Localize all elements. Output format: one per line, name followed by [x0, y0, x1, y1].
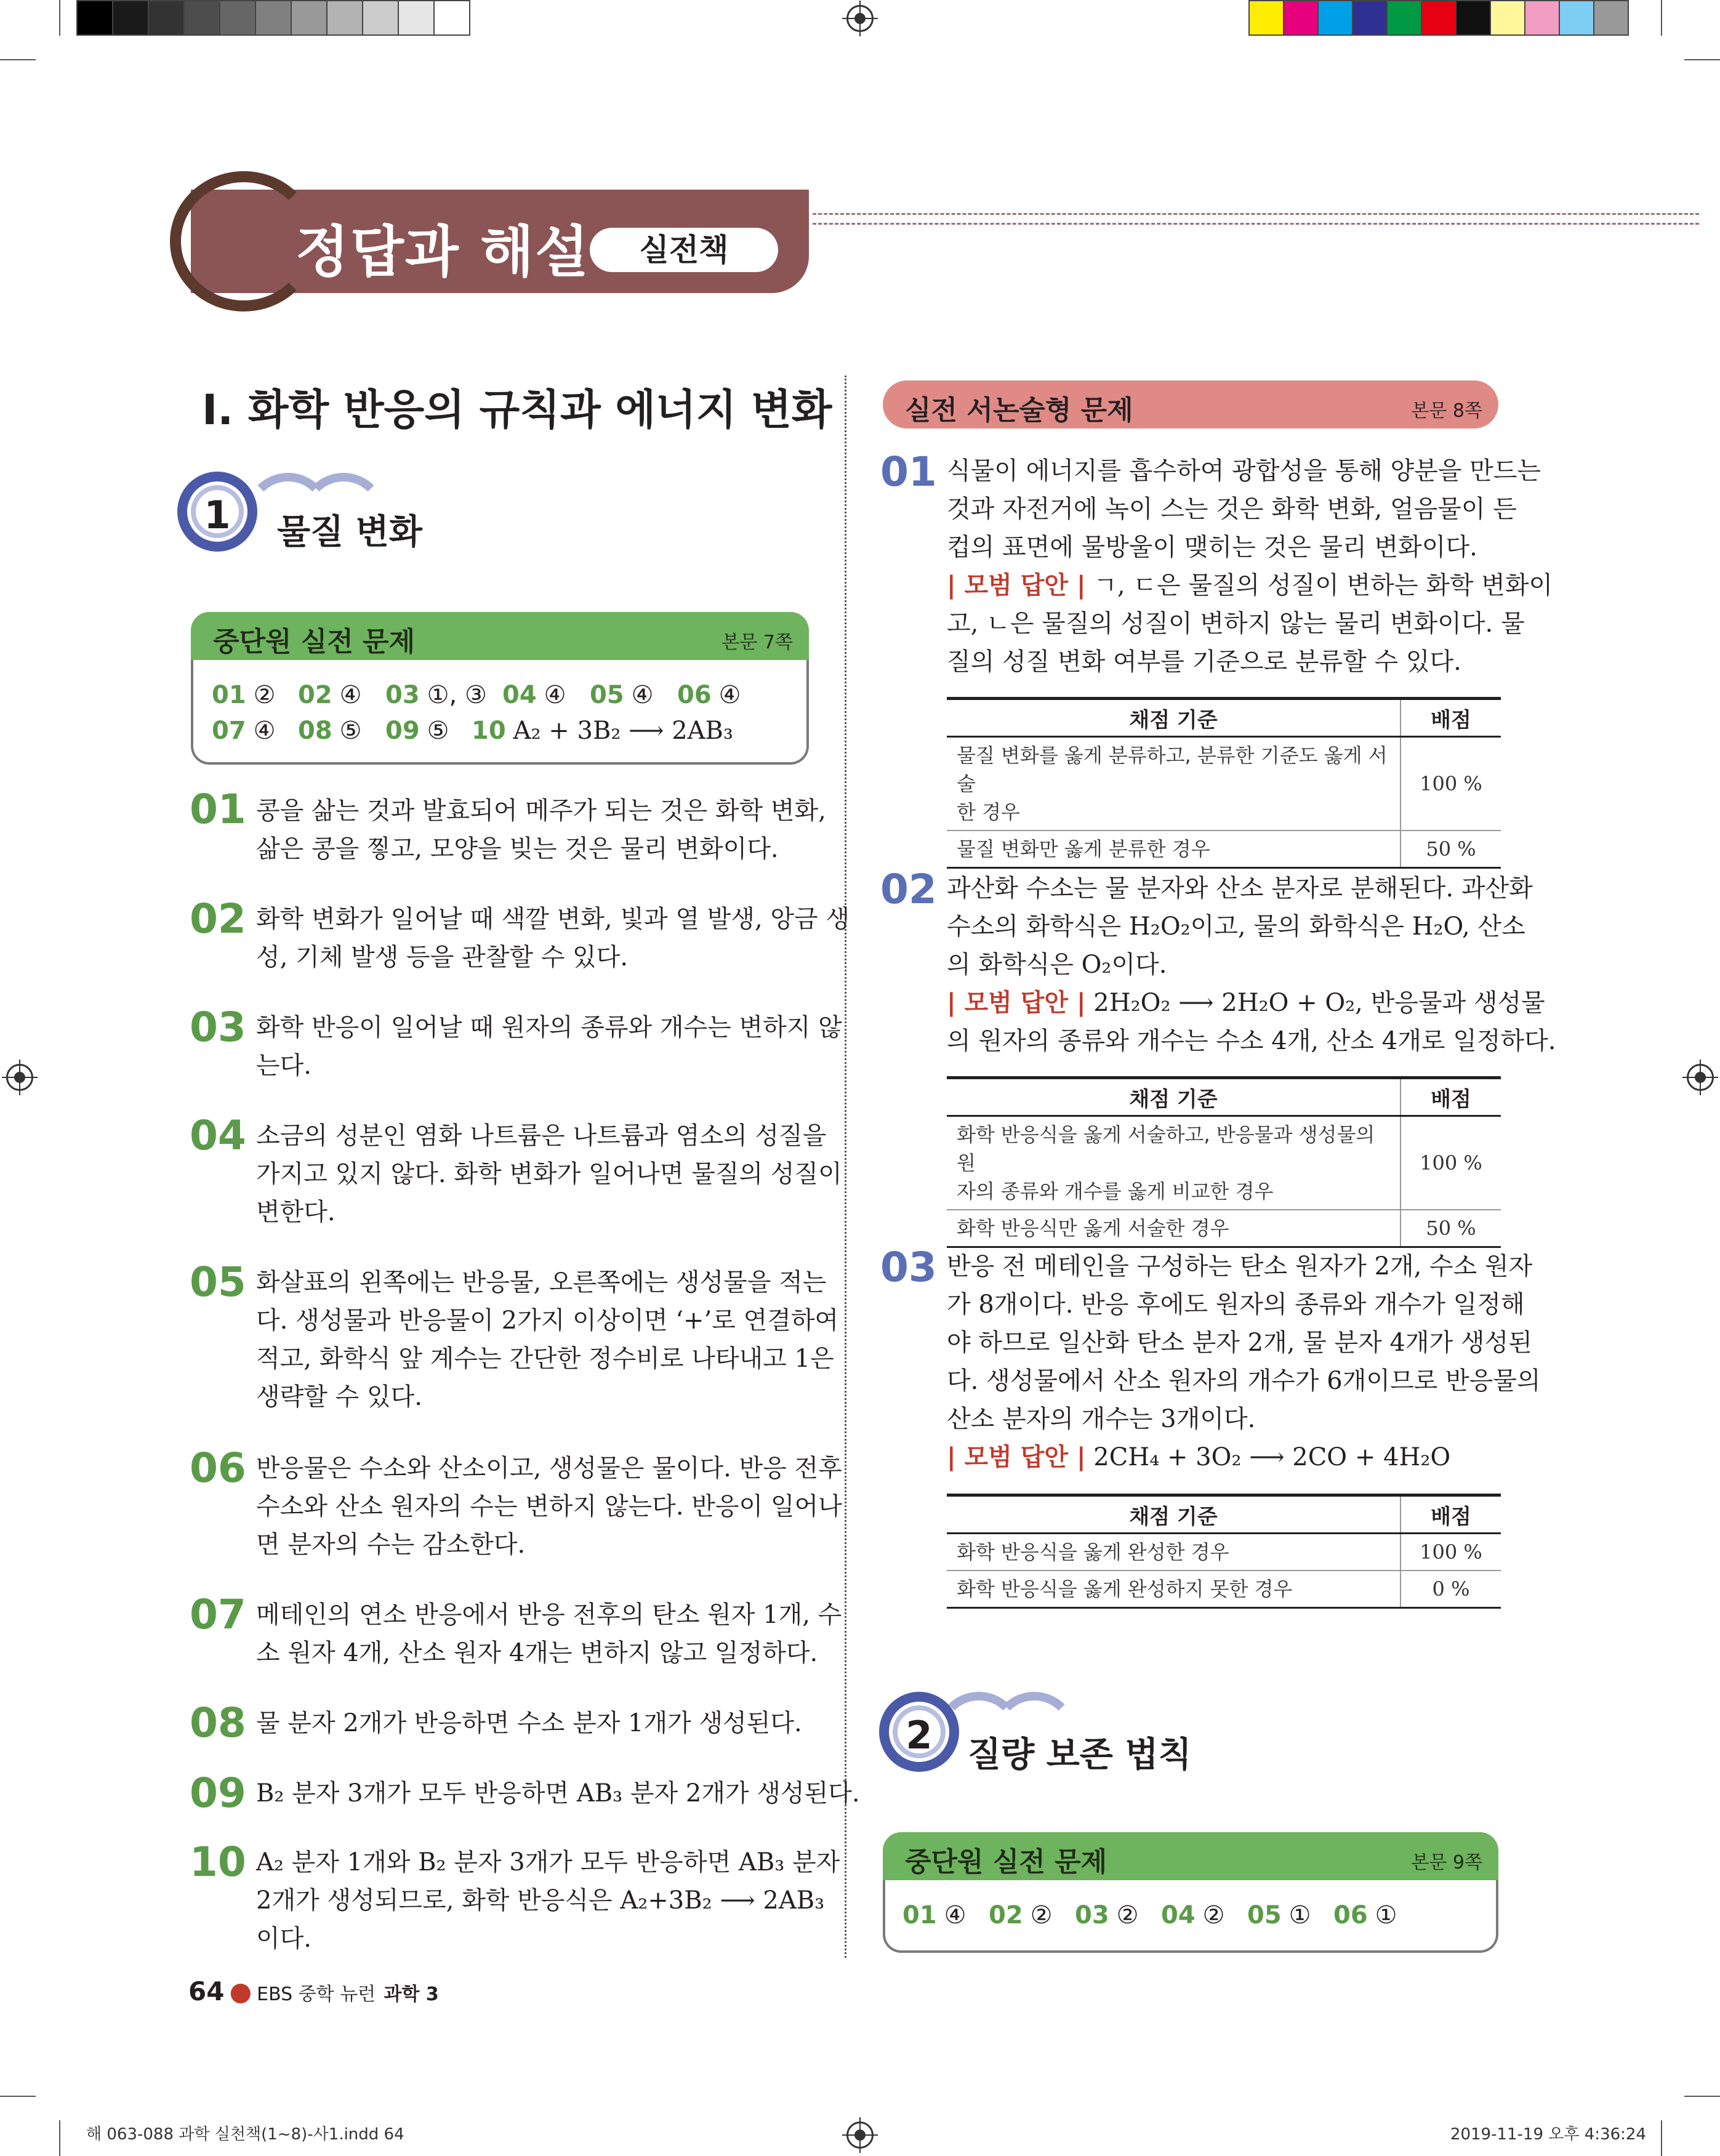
book-subject: 과학 3 — [384, 1984, 439, 2005]
banner-title: 정답과 해설 — [295, 220, 590, 284]
crop-mark — [1684, 2096, 1720, 2097]
registration-mark-bottom — [846, 2122, 874, 2149]
essay-text: 반응 전 메테인을 구성하는 탄소 원자가 2개, 수소 원자 가 8개이다. 반응 후에도 원자의 종류와 개수가 일정해 야 하므로 일산화 탄소 분자 2개, 물 분자 4개가 생성된 다. 생성물에서 산소 원자의 개수가 6개이므로 반응물의 산소 분자의 개수는 3개이다. | 모범 답안 | 2CH₄ + 3O₂ ⟶ 2CO + 4H₂O — [947, 1252, 1541, 1471]
model-answer-label: | 모범 답안 | — [947, 1443, 1086, 1471]
explanation-text: 물 분자 2개가 반응하면 수소 분자 1개가 생성된다. — [256, 1709, 802, 1737]
explanation-text: B₂ 분자 3개가 모두 반응하면 AB₃ 분자 2개가 생성된다. — [256, 1779, 860, 1808]
banner-dashed-line — [813, 213, 1699, 215]
essay-section-header — [883, 380, 1498, 428]
section-number: 2 — [906, 1713, 933, 1758]
banner-dashed-line — [813, 223, 1699, 225]
grading-score: 50 % — [1401, 831, 1501, 868]
grading-score-header: 배점 — [1401, 1078, 1501, 1116]
section-number: 1 — [204, 493, 231, 537]
section-badge — [177, 472, 257, 552]
explanation-text: 메테인의 연소 반응에서 반응 전후의 탄소 원자 1개, 수 소 원자 4개, 산소 원자 4개는 변하지 않고 일정하다. — [256, 1601, 842, 1667]
page-footer — [188, 1976, 439, 2006]
answer-item: 10 A₂ + 3B₂ ⟶ 2AB₃ — [472, 717, 733, 745]
section-title: 질량 보존 법칙 — [968, 1735, 1192, 1775]
answer-item: 05 ④ — [590, 681, 654, 709]
essay-section-page: 본문 8쪽 — [1411, 400, 1482, 422]
essay-number: 02 — [880, 866, 937, 913]
model-answer-label: | 모범 답안 | — [947, 571, 1086, 600]
grading-criteria: 물질 변화를 옳게 분류하고, 분류한 기준도 옳게 서술 한 경우 — [947, 737, 1401, 831]
crop-mark — [1684, 59, 1720, 60]
grading-criteria: 화학 반응식을 옳게 완성한 경우 — [947, 1534, 1401, 1571]
explanation-text: 소금의 성분인 염화 나트륨은 나트륨과 염소의 성질을 가지고 있지 않다. 화학 변화가 일어나면 물질의 성질이 변한다. — [256, 1122, 842, 1226]
explanation-number: 10 — [190, 1838, 246, 1886]
answer-box-header — [883, 1832, 1498, 1880]
grading-score: 100 % — [1401, 737, 1501, 831]
explanation-number: 03 — [190, 1004, 246, 1051]
answer-box-page: 본문 9쪽 — [1411, 1852, 1482, 1873]
answer-box-header — [191, 612, 809, 660]
grading-score-header: 배점 — [1401, 699, 1501, 737]
essay-text: 과산화 수소는 물 분자와 산소 분자로 분해된다. 과산화 수소의 화학식은 H₂O₂이고, 물의 화학식은 H₂O, 산소 의 화학식은 O₂이다. | 모범 답안 | 2H₂O₂ ⟶ 2H₂O + O₂, 반응물과 생성물 의 원자의 종류와 개수는 수소 4개, 산소 4개로 일정하다. — [947, 874, 1556, 1055]
answer-item: 03 ①, ③ — [385, 681, 487, 709]
grading-table — [947, 697, 1501, 869]
registration-mark-right — [1687, 1064, 1714, 1091]
grading-criteria: 물질 변화만 옳게 분류한 경우 — [947, 831, 1401, 868]
column-divider — [845, 376, 846, 1958]
page-number: 64 — [188, 1976, 225, 2006]
answer-item: 04 ④ — [502, 681, 566, 709]
grading-criteria-header: 채점 기준 — [947, 699, 1401, 737]
book-name: EBS 중학 뉴런 — [257, 1984, 376, 2005]
grading-score: 100 % — [1401, 1116, 1501, 1210]
grading-score: 100 % — [1401, 1534, 1501, 1571]
explanation-number: 06 — [190, 1444, 246, 1492]
answer-box-title: 중단원 실전 문제 — [905, 1846, 1107, 1878]
explanation-number: 02 — [190, 895, 246, 943]
explanation-text: 화학 변화가 일어날 때 색깔 변화, 빛과 열 발생, 앙금 생 성, 기체 발생 등을 관찰할 수 있다. — [256, 905, 850, 971]
crop-mark — [59, 0, 60, 36]
answer-item: 07 ④ — [212, 717, 276, 745]
grading-criteria: 화학 반응식만 옳게 서술한 경우 — [947, 1210, 1401, 1247]
explanation-number: 01 — [190, 786, 246, 833]
answer-item: 02 ④ — [298, 681, 362, 709]
explanation-text: 반응물은 수소와 산소이고, 생성물은 물이다. 반응 전후 수소와 산소 원자의 수는 변하지 않는다. 반응이 일어나 면 분자의 수는 감소한다. — [256, 1454, 842, 1559]
print-slug-right: 2019-11-19 오후 4:36:24 — [1450, 2125, 1646, 2144]
essay-number: 03 — [880, 1244, 937, 1291]
model-answer-label: | 모범 답안 | — [947, 989, 1086, 1017]
grading-criteria: 화학 반응식을 옳게 서술하고, 반응물과 생성물의 원 자의 종류와 개수를 옳게 비교한 경우 — [947, 1116, 1401, 1210]
answer-item: 04 ② — [1161, 1901, 1225, 1929]
answer-box-body — [191, 660, 809, 765]
answer-item: 06 ① — [1333, 1901, 1397, 1929]
explanation-number: 09 — [190, 1769, 246, 1817]
answer-item: 05 ① — [1247, 1901, 1311, 1929]
answer-item: 08 ⑤ — [298, 717, 362, 745]
grading-table — [947, 1494, 1501, 1609]
explanation-number: 05 — [190, 1258, 246, 1306]
answer-box-title: 중단원 실전 문제 — [213, 626, 416, 658]
registration-mark-top — [846, 5, 874, 32]
bullet-icon: ● — [229, 1976, 252, 2006]
crop-mark — [1661, 0, 1662, 36]
answer-item: 02 ② — [989, 1901, 1053, 1929]
crop-mark — [0, 2096, 36, 2097]
explanation-text: 콩을 삶는 것과 발효되어 메주가 되는 것은 화학 변화, 삶은 콩을 찧고, 모양을 빚는 것은 물리 변화이다. — [256, 797, 826, 863]
grading-score-header: 배점 — [1401, 1495, 1501, 1534]
section-badge — [879, 1692, 959, 1772]
registration-mark-left — [6, 1064, 33, 1091]
grading-score: 50 % — [1401, 1210, 1501, 1247]
grading-criteria-header: 채점 기준 — [947, 1078, 1401, 1116]
grading-score: 0 % — [1401, 1571, 1501, 1608]
banner-pill: 실전책 — [590, 228, 778, 272]
crop-mark — [59, 2120, 60, 2156]
grading-table — [947, 1076, 1501, 1248]
answer-item: 01 ② — [212, 681, 276, 709]
crop-mark — [1661, 2120, 1662, 2156]
answer-item: 06 ④ — [677, 681, 741, 709]
explanation-text: A₂ 분자 1개와 B₂ 분자 3개가 모두 반응하면 AB₃ 분자 2개가 생성되므로, 화학 반응식은 A₂+3B₂ ⟶ 2AB₃ 이다. — [256, 1848, 840, 1953]
essay-text: 식물이 에너지를 흡수하여 광합성을 통해 양분을 만드는 것과 자전거에 녹이 스는 것은 화학 변화, 얼음물이 든 컵의 표면에 물방울이 맺히는 것은 물리 변화이다. | 모범 답안 | ㄱ, ㄷ은 물질의 성질이 변하는 화학 변화이 고, ㄴ은 물질의 성질이 변하지 않는 물리 변화이다. 물 질의 성질 변화 여부를 기준으로 분류할 수 있다. — [947, 457, 1553, 676]
crop-mark — [0, 59, 36, 60]
explanation-number: 07 — [190, 1591, 246, 1638]
explanation-number: 04 — [190, 1112, 246, 1159]
explanation-number: 08 — [190, 1699, 246, 1747]
grading-criteria-header: 채점 기준 — [947, 1495, 1401, 1534]
section-title: 물질 변화 — [277, 512, 422, 552]
explanation-text: 화살표의 왼쪽에는 반응물, 오른쪽에는 생성물을 적는 다. 생성물과 반응물이 2가지 이상이면 ‘+’로 연결하여 적고, 화학식 앞 계수는 간단한 정수비로 나타내고 1은 생략할 수 있다. — [256, 1268, 839, 1411]
chapter-title: Ⅰ. 화학 반응의 규칙과 에너지 변화 — [202, 386, 832, 435]
answer-box-page: 본문 7쪽 — [721, 632, 793, 653]
explanation-text: 화학 반응이 일어날 때 원자의 종류와 개수는 변하지 않 는다. — [256, 1013, 842, 1080]
grading-criteria: 화학 반응식을 옳게 완성하지 못한 경우 — [947, 1571, 1401, 1608]
essay-section-title: 실전 서논술형 문제 — [905, 395, 1133, 426]
answer-item: 03 ② — [1075, 1901, 1139, 1929]
answer-item: 09 ⑤ — [385, 717, 449, 745]
print-slug-left: 해 063-088 과학 실천책(1~8)-사1.indd 64 — [86, 2125, 404, 2144]
essay-number: 01 — [880, 448, 937, 496]
answer-item: 01 ④ — [902, 1901, 966, 1929]
